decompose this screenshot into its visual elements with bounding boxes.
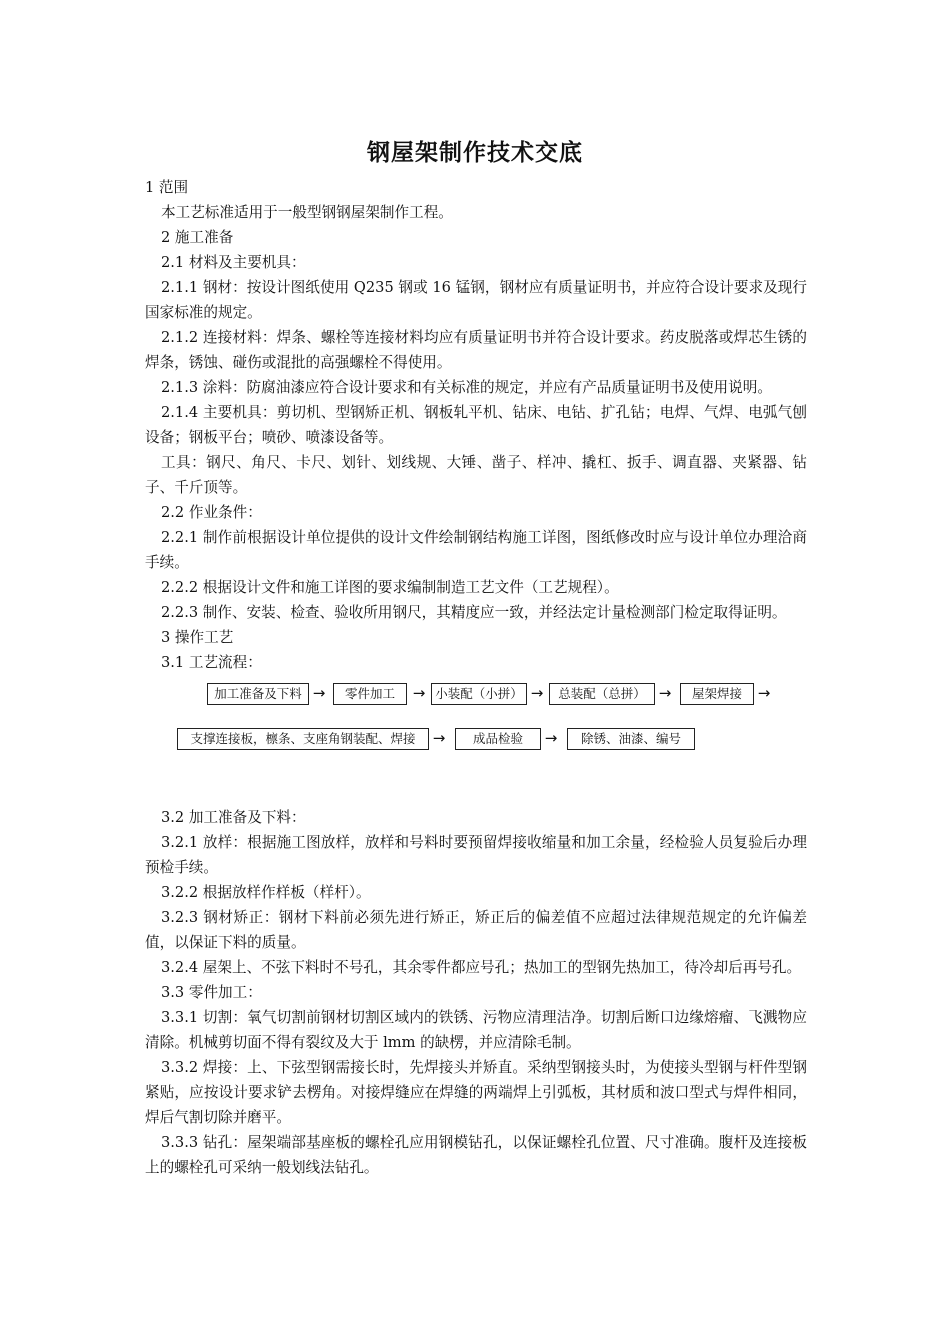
paragraph: 2.2.3 制作、安装、检查、验收所用钢尺，其精度应一致，并经法定计量检测部门检定取得证明。 [161, 604, 787, 621]
process-flowchart [145, 675, 807, 805]
paragraph: 2.1.4 主要机具：剪切机、型钢矫正机、钢板轧平机、钻床、电钻、扩孔钻；电焊、气焊、电弧气刨设备；钢板平台；喷砂、喷漆设备等。 [145, 404, 807, 446]
section-heading: 3 操作工艺 [161, 629, 234, 646]
flow-step-box: 总装配（总拼） [549, 683, 655, 705]
flow-step-box: 屋架焊接 [680, 683, 754, 705]
paragraph: 本工艺标准适用于一般型钢钢屋架制作工程。 [161, 204, 453, 221]
flow-step-box: 加工准备及下料 [207, 683, 309, 705]
paragraph: 3.3.2 焊接：上、下弦型钢需接长时，先焊接头并矫直。采纳型钢接头时，为使接头型钢与杆件型钢紧贴，应按设计要求铲去楞角。对接焊缝应在焊缝的两端焊上引弧板，其材质和波口型式与焊件相同，焊后气割切除并磨平。 [145, 1059, 807, 1126]
flow-step-box: 除锈、油漆、编号 [567, 728, 695, 750]
paragraph: 2.2.1 制作前根据设计单位提供的设计文件绘制钢结构施工详图，图纸修改时应与设计单位办理洽商手续。 [145, 529, 807, 571]
document-title: 钢屋架制作技术交底 [367, 139, 583, 166]
flow-arrow: → [757, 684, 771, 702]
subsection-heading: 3.1 工艺流程： [161, 654, 262, 671]
section-heading: 2 施工准备 [161, 229, 234, 246]
paragraph: 2.1.2 连接材料：焊条、螺栓等连接材料均应有质量证明书并符合设计要求。药皮脱落或焊芯生锈的焊条，锈蚀、碰伤或混批的高强螺栓不得使用。 [145, 329, 807, 371]
paragraph: 2.1.3 涂料：防腐油漆应符合设计要求和有关标准的规定，并应有产品质量证明书及使用说明。 [161, 379, 772, 396]
flow-step-box: 支撑连接板，檩条、支座角钢装配、焊接 [177, 728, 429, 750]
subsection-heading: 2.2 作业条件： [161, 504, 262, 521]
paragraph: 3.2.1 放样：根据施工图放样，放样和号料时要预留焊接收缩量和加工余量，经检验人员复验后办理预检手续。 [145, 834, 807, 876]
paragraph: 3.2.4 屋架上、不弦下料时不号孔，其余零件都应号孔；热加工的型钢先热加工，待冷却后再号孔。 [161, 959, 802, 976]
document-body [145, 175, 807, 1180]
subsection-heading: 3.3 零件加工： [161, 984, 262, 1001]
flow-arrow: → [530, 684, 544, 702]
paragraph: 3.3.3 钻孔：屋架端部基座板的螺栓孔应用钢模钻孔，以保证螺栓孔位置、尺寸准确。腹杆及连接板上的螺栓孔可采纳一般划线法钻孔。 [145, 1134, 807, 1176]
paragraph: 3.3.1 切割：氧气切割前钢材切割区域内的铁锈、污物应清理洁净。切割后断口边缘熔瘤、飞溅物应清除。机械剪切面不得有裂纹及大于 lmm 的缺楞，并应清除毛制。 [145, 1009, 807, 1051]
flow-arrow: → [658, 684, 672, 702]
flow-arrow: → [412, 684, 426, 702]
paragraph: 2.1.1 钢材：按设计图纸使用 Q235 钢或 16 锰钢，钢材应有质量证明书，并应符合设计要求及现行国家标准的规定。 [145, 279, 807, 321]
paragraph: 3.2.2 根据放样作样板（样杆）。 [161, 884, 371, 901]
subsection-heading: 2.1 材料及主要机具： [161, 254, 306, 271]
section-heading: 1 范围 [145, 179, 189, 196]
flow-step-box: 零件加工 [333, 683, 407, 705]
paragraph: 2.2.2 根据设计文件和施工详图的要求编制制造工艺文件（工艺规程）。 [161, 579, 619, 596]
flow-arrow: → [432, 729, 446, 747]
paragraph: 工具：钢尺、角尺、卡尺、划针、划线规、大锤、凿子、样冲、撬杠、扳手、调直器、夹紧器、钻子、千斤顶等。 [145, 454, 807, 496]
flow-step-box: 小装配（小拼） [431, 683, 527, 705]
flow-step-box: 成品检验 [455, 728, 541, 750]
subsection-heading: 3.2 加工准备及下料： [161, 809, 306, 826]
flow-arrow: → [312, 684, 326, 702]
paragraph: 3.2.3 钢材矫正：钢材下料前必须先进行矫正，矫正后的偏差值不应超过法律规范规定的允许偏差值，以保证下料的质量。 [145, 909, 807, 951]
flow-arrow: → [544, 729, 558, 747]
